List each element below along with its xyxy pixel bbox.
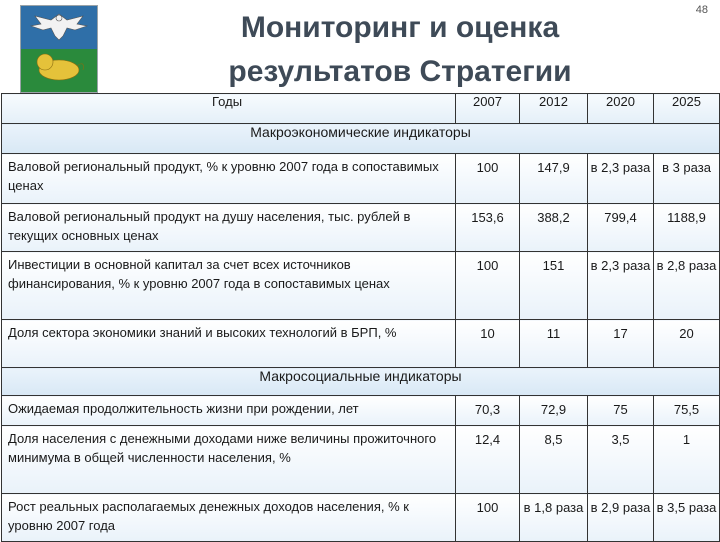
value-2012: 72,9 xyxy=(520,396,588,426)
year-2012-header: 2012 xyxy=(520,94,588,124)
section-header-row xyxy=(2,368,720,396)
value-2012: 151 xyxy=(520,252,588,320)
slide-title xyxy=(170,6,630,94)
value-2025: 1 xyxy=(654,426,720,494)
indicator-label: Рост реальных располагаемых денежных доходов населения, % к уровню 2007 года xyxy=(2,494,456,542)
section-title-macroeconomic: Макроэкономические индикаторы xyxy=(250,124,471,140)
coat-of-arms-emblem xyxy=(20,5,98,93)
table-row xyxy=(2,154,720,204)
table-row xyxy=(2,252,720,320)
value-2025: в 3,5 раза xyxy=(654,494,720,542)
indicator-label: Инвестиции в основной капитал за счет всех источников финансирования, % к уровню 2007 года в сопоставимых ценах xyxy=(2,252,456,320)
table-row xyxy=(2,320,720,368)
indicators-table xyxy=(1,93,720,542)
value-2012: 11 xyxy=(520,320,588,368)
indicator-label: Доля сектора экономики знаний и высоких технологий в БРП, % xyxy=(2,320,456,368)
table-header-row xyxy=(2,94,720,124)
value-2007: 12,4 xyxy=(456,426,520,494)
value-2020: 3,5 xyxy=(588,426,654,494)
value-2020: 75 xyxy=(588,396,654,426)
indicator-label: Валовой региональный продукт, % к уровню 2007 года в сопоставимых ценах xyxy=(2,154,456,204)
value-2025: 20 xyxy=(654,320,720,368)
value-2007: 100 xyxy=(456,154,520,204)
year-2007-header: 2007 xyxy=(456,94,520,124)
title-line-2: результатов Стратегии xyxy=(228,55,572,88)
slide-number: 48 xyxy=(695,4,708,16)
value-2025: 1188,9 xyxy=(654,204,720,252)
value-2007: 70,3 xyxy=(456,396,520,426)
indicator-label: Валовой региональный продукт на душу населения, тыс. рублей в текущих основных ценах xyxy=(2,204,456,252)
value-2012: в 1,8 раза xyxy=(520,494,588,542)
table-row xyxy=(2,426,720,494)
value-2007: 100 xyxy=(456,252,520,320)
section-title-macrosocial: Макросоциальные индикаторы xyxy=(259,368,462,384)
title-line-1: Мониторинг и оценка xyxy=(240,11,560,44)
value-2025: 75,5 xyxy=(654,396,720,426)
table-row xyxy=(2,204,720,252)
indicator-label: Доля населения с денежными доходами ниже величины прожиточного минимума в общей численности населения, % xyxy=(2,426,456,494)
value-2020: 799,4 xyxy=(588,204,654,252)
value-2012: 388,2 xyxy=(520,204,588,252)
value-2020: в 2,3 раза xyxy=(588,252,654,320)
section-header-row xyxy=(2,124,720,154)
value-2020: в 2,3 раза xyxy=(588,154,654,204)
value-2025: в 2,8 раза xyxy=(654,252,720,320)
value-2012: 8,5 xyxy=(520,426,588,494)
years-header: Годы xyxy=(2,94,456,124)
value-2025: в 3 раза xyxy=(654,154,720,204)
value-2007: 100 xyxy=(456,494,520,542)
table-row xyxy=(2,396,720,426)
table-row xyxy=(2,494,720,542)
value-2012: 147,9 xyxy=(520,154,588,204)
value-2007: 153,6 xyxy=(456,204,520,252)
value-2020: в 2,9 раза xyxy=(588,494,654,542)
value-2007: 10 xyxy=(456,320,520,368)
value-2020: 17 xyxy=(588,320,654,368)
indicator-label: Ожидаемая продолжительность жизни при рождении, лет xyxy=(2,396,456,426)
year-2020-header: 2020 xyxy=(588,94,654,124)
year-2025-header: 2025 xyxy=(654,94,720,124)
